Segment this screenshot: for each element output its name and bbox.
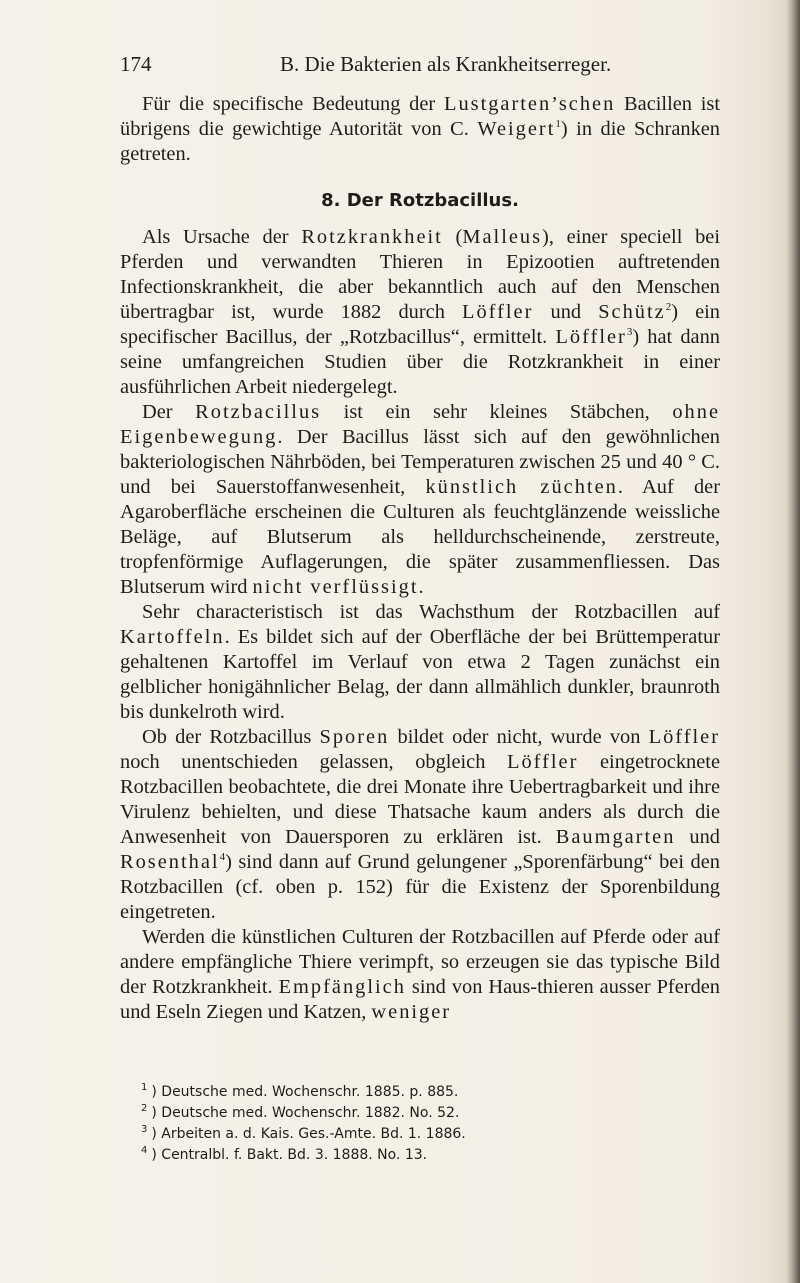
spaced-name: Weigert <box>477 118 556 140</box>
spaced-term: Rotzkrankheit <box>301 226 443 248</box>
spaced-term: Rotzbacillus <box>195 401 322 423</box>
footnote-ref: 1 <box>555 118 561 131</box>
spaced-term: weniger <box>371 1001 452 1023</box>
spaced-name: Rosenthal <box>120 851 220 873</box>
spaced-name: Lustgarten’schen <box>443 93 616 115</box>
paragraph-morphology: Der Rotzbacillus ist ein sehr kleines Stäbchen, ohne Eigenbewegung. Der Bacillus lässt sich auf den gewöhnlichen bakteriologischen Nährböden, bei Temperaturen zwischen 25 und 40 ° C. und bei Sauerstoffanwesenheit, künstlich züchten. Auf der Agaroberfläche erscheinen die Culturen als feuchtglänzende weissliche Beläge, auf Blutserum als helldurchscheinende, zerstreute, tropfenförmige Auflagerungen, die später zusammenfliessen. Das Blutserum wird nicht verflüssigt. <box>120 401 720 598</box>
footnote: $^2$ ) Deutsche med. Wochenschr. 1882. No. 52. <box>141 1103 460 1121</box>
footnote-ref: 2 <box>665 301 672 314</box>
page-number: 174 <box>120 52 152 76</box>
spaced-name: Löffler <box>462 301 534 323</box>
spaced-term: Sporen <box>319 726 390 748</box>
paragraph-intro: Für die specifische Bedeutung der Lustgarten’schen Bacillen ist übrigens die gewichtige Autorität von C. Weigert$^1$) in die Schranken getreten. <box>120 93 721 165</box>
paragraph-cause: Als Ursache der Rotzkrankheit (Malleus), einer speciell bei Pferden und verwandten Thieren in Epizootien auftretenden Infectionskrankheit, die aber bekanntlich auch auf den Menschen übertragbar ist, wurde 1882 durch Löffler und Schütz$^2$) ein specifischer Bacillus, der „Rotzbacillus“, ermittelt. Löffler$^3$) hat dann seine umfangreichen Studien über die Rotzkrankheit in einer ausführlichen Arbeit niedergelegt. <box>120 226 721 398</box>
footnote: $^4$ ) Centralbl. f. Bakt. Bd. 3. 1888. No. 13. <box>141 1145 428 1163</box>
spaced-name: Löffler <box>507 751 579 773</box>
spaced-term: Empfänglich <box>278 976 406 998</box>
section-heading: 8. Der Rotzbacillus. <box>321 190 519 211</box>
spaced-name: Löffler <box>648 726 720 748</box>
spaced-term: künstlich züchten <box>425 476 618 498</box>
running-title: B. Die Bakterien als Krankheitserreger. <box>280 52 612 76</box>
spaced-term: Kartoffeln <box>120 626 225 648</box>
paragraph-potato: Sehr characteristisch ist das Wachsthum der Rotzbacillen auf Kartoffeln. Es bildet sich auf der Oberfläche der bei Brüttemperatur gehaltenen Kartoffel im Verlauf von etwa 2 Tagen zunächst ein gelblicher honigähnlicher Belag, der dann allmählich dunkler, braunroth bis dunkelroth wird. <box>120 601 720 723</box>
body-text <box>120 92 720 1025</box>
footnote-ref: 4 <box>219 851 226 864</box>
paragraph-inoculation: Werden die künstlichen Culturen der Rotzbacillen auf Pferde oder auf andere empfängliche Thiere verimpft, so erzeugen sie das typische Bild der Rotzkrankheit. Empfänglich sind von Haus-thieren ausser Pferden und Eseln Ziegen und Katzen, weniger <box>120 926 721 1023</box>
spaced-name: Löffler <box>555 326 627 348</box>
footnote: $^3$ ) Arbeiten a. d. Kais. Ges.-Amte. Bd. 1. 1886. <box>141 1124 466 1142</box>
spaced-name: Schütz <box>598 301 666 323</box>
spaced-name: Baumgarten <box>555 826 676 848</box>
spaced-term: ohne Eigenbewegung <box>120 401 720 448</box>
footnote: $^1$ ) Deutsche med. Wochenschr. 1885. p. 885. <box>141 1082 459 1100</box>
page-edge-shadow <box>786 0 800 1283</box>
spaced-term: nicht verflüssigt <box>252 576 419 598</box>
footnote-ref: 3 <box>626 326 633 339</box>
page-header <box>120 52 720 82</box>
footnotes <box>141 1082 701 1166</box>
paragraph-spores: Ob der Rotzbacillus Sporen bildet oder nicht, wurde von Löffler noch unentschieden gelassen, obgleich Löffler eingetrocknete Rotzbacillen beobachtete, die drei Monate ihre Uebertragbarkeit und ihre Virulenz behielten, und diese Thatsache kaum anders als durch die Anwesenheit von Dauersporen zu erklären ist. Baumgarten und Rosenthal$^4$) sind dann auf Grund gelungener „Sporenfärbung“ bei den Rotzbacillen (cf. oben p. 152) für die Existenz der Sporenbildung eingetreten. <box>120 726 720 923</box>
spaced-term: Malleus <box>462 226 543 248</box>
